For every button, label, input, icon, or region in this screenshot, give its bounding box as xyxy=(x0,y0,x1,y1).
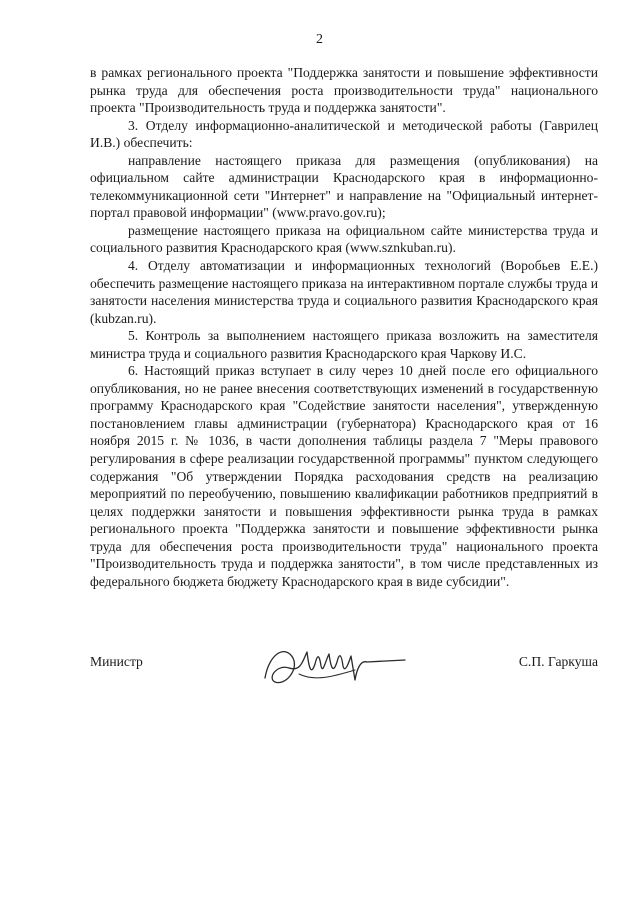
signatory-role: Министр xyxy=(90,654,143,669)
page-number: 2 xyxy=(316,32,323,47)
paragraph-item-3-publication: направление настоящего приказа для размещения (опубликования) на официальном сайте администрации Краснодарского края в информационно-телекоммуникационной сети "Интернет" и направление на "Официальный интернет-портал правовой информации" (www.pravo.gov.ru); xyxy=(90,152,598,221)
paragraph-item-6: 6. Настоящий приказ вступает в силу через 10 дней после его официального опубликования, но не ранее внесения соответствующих изменений в государственную программу Краснодарского края "Содействие занятости населения", утвержденную постановлением главы администрации (губернатора) Краснодарского края от 16 ноября 2015 г. № 1036, в части дополнения таблицы раздела 7 "Меры правового регулирования в сфере реализации государственной программы" пунктом следующего содержания "Об утверждении Порядка расходования средств на реализацию мероприятий по переобучению, повышению квалификации работников предприятий в целях поддержки занятости и повышения эффективности рынка труда в рамках регионального проекта "Поддержка занятости и повышение эффективности рынка труда для обеспечения роста производительности труда" национального проекта "Производительность труда и поддержка занятости", в том числе представленных из федерального бюджета бюджету Краснодарского края в виде субсидии". xyxy=(90,363,598,589)
paragraph-item-3: 3. Отделу информационно-аналитической и методической работы (Гаврилец И.В.) обеспечить: xyxy=(90,117,598,151)
paragraph-continuation: в рамках регионального проекта "Поддержка занятости и повышение эффективности рынка труда для обеспечения роста производительности труда" национального проекта "Производительность труда и поддержка занятости". xyxy=(90,65,598,116)
document-body xyxy=(90,64,598,590)
paragraph-item-4: 4. Отделу автоматизации и информационных технологий (Воробьев Е.Е.) обеспечить размещение настоящего приказа на интерактивном портале службы труда и занятости населения министерства труда и социального развития Краснодарского края (kubzan.ru). xyxy=(90,258,598,326)
handwritten-signature xyxy=(255,634,415,704)
paragraph-item-5: 5. Контроль за выполнением настоящего приказа возложить на заместителя министра труда и социального развития Краснодарского края Чаркову И.С. xyxy=(90,328,598,361)
signatory-name: С.П. Гаркуша xyxy=(518,654,598,669)
paragraph-item-3-website: размещение настоящего приказа на официальном сайте министерства труда и социального развития Краснодарского края (www.sznkuban.ru). xyxy=(90,222,598,256)
